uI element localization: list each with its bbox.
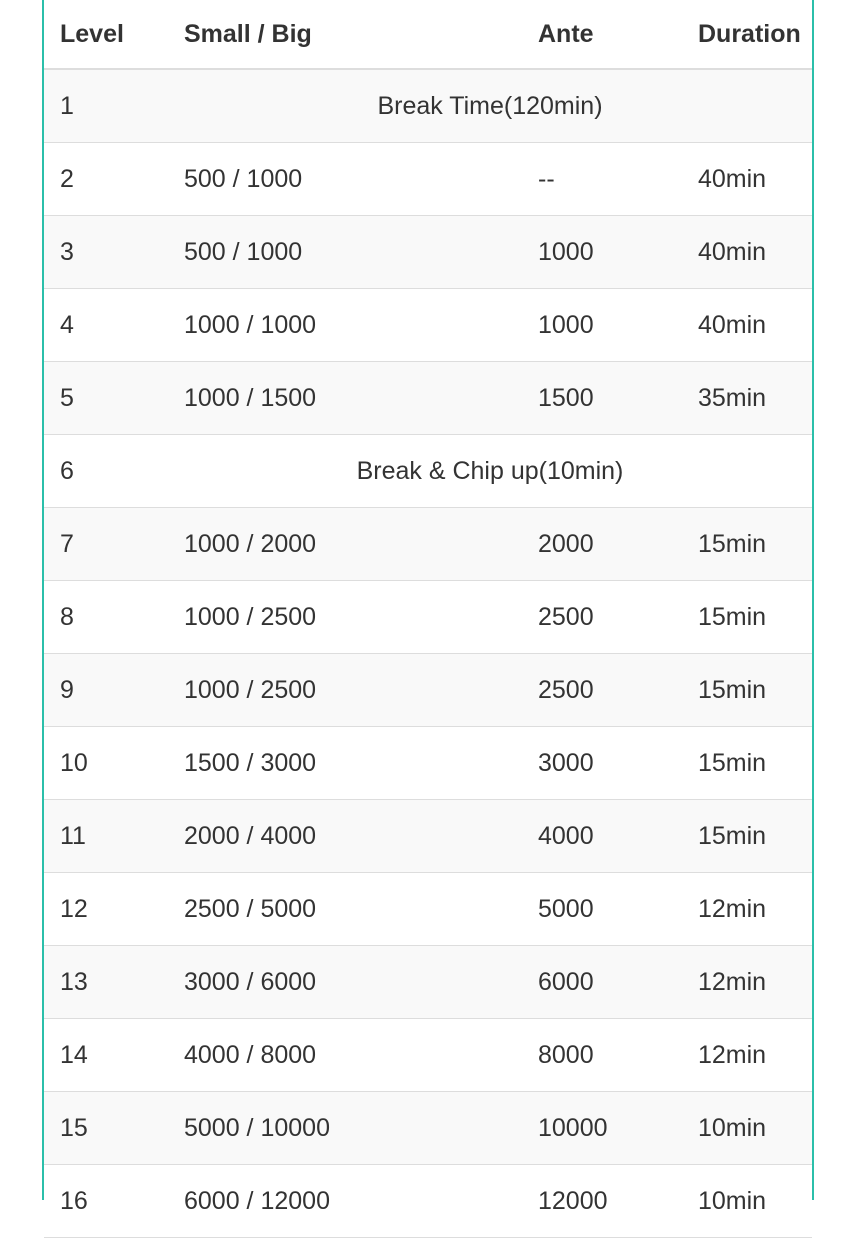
cell-level: 11 xyxy=(44,800,168,873)
cell-duration: 10min xyxy=(636,1165,812,1238)
table-row xyxy=(44,873,812,946)
cell-ante: 2000 xyxy=(476,508,636,581)
table-row xyxy=(44,654,812,727)
cell-level: 2 xyxy=(44,143,168,216)
cell-level: 4 xyxy=(44,289,168,362)
cell-ante: 2500 xyxy=(476,581,636,654)
table-row xyxy=(44,1165,812,1238)
cell-duration: 12min xyxy=(636,946,812,1019)
table-row-break xyxy=(44,69,812,143)
cell-duration: 12min xyxy=(636,1019,812,1092)
cell-ante: -- xyxy=(476,143,636,216)
cell-level: 14 xyxy=(44,1019,168,1092)
cell-duration: 15min xyxy=(636,508,812,581)
cell-ante: 2500 xyxy=(476,654,636,727)
cell-ante: 8000 xyxy=(476,1019,636,1092)
cell-ante: 5000 xyxy=(476,873,636,946)
cell-small-big: 1000 / 1500 xyxy=(168,362,476,435)
cell-small-big: 4000 / 8000 xyxy=(168,1019,476,1092)
cell-small-big: 6000 / 12000 xyxy=(168,1165,476,1238)
cell-duration: 40min xyxy=(636,143,812,216)
cell-break-text: Break & Chip up(10min) xyxy=(168,435,812,508)
cell-duration: 35min xyxy=(636,362,812,435)
cell-small-big: 2000 / 4000 xyxy=(168,800,476,873)
table-row xyxy=(44,581,812,654)
cell-level: 13 xyxy=(44,946,168,1019)
column-header-ante: Ante xyxy=(476,0,636,69)
column-header-small-big: Small / Big xyxy=(168,0,476,69)
table-row xyxy=(44,727,812,800)
table-row xyxy=(44,508,812,581)
table-row xyxy=(44,362,812,435)
cell-ante: 1000 xyxy=(476,216,636,289)
cell-level: 9 xyxy=(44,654,168,727)
table-row xyxy=(44,946,812,1019)
cell-duration: 10min xyxy=(636,1092,812,1165)
cell-duration: 15min xyxy=(636,654,812,727)
cell-level: 7 xyxy=(44,508,168,581)
table-row-break xyxy=(44,435,812,508)
column-header-level: Level xyxy=(44,0,168,69)
cell-ante: 6000 xyxy=(476,946,636,1019)
table-header-row xyxy=(44,0,812,69)
cell-small-big: 1000 / 2500 xyxy=(168,581,476,654)
cell-level: 16 xyxy=(44,1165,168,1238)
cell-small-big: 2500 / 5000 xyxy=(168,873,476,946)
cell-small-big: 5000 / 10000 xyxy=(168,1092,476,1165)
cell-level: 1 xyxy=(44,69,168,143)
cell-small-big: 3000 / 6000 xyxy=(168,946,476,1019)
blind-structure-table xyxy=(44,0,812,1238)
cell-level: 8 xyxy=(44,581,168,654)
cell-level: 6 xyxy=(44,435,168,508)
table-row xyxy=(44,800,812,873)
cell-duration: 40min xyxy=(636,216,812,289)
cell-ante: 12000 xyxy=(476,1165,636,1238)
cell-ante: 10000 xyxy=(476,1092,636,1165)
cell-small-big: 1000 / 2000 xyxy=(168,508,476,581)
cell-duration: 40min xyxy=(636,289,812,362)
cell-level: 3 xyxy=(44,216,168,289)
cell-level: 5 xyxy=(44,362,168,435)
cell-small-big: 500 / 1000 xyxy=(168,143,476,216)
table-row xyxy=(44,1019,812,1092)
blind-structure-panel xyxy=(42,0,814,1215)
cell-duration: 12min xyxy=(636,873,812,946)
table-row xyxy=(44,1092,812,1165)
cell-ante: 3000 xyxy=(476,727,636,800)
cell-small-big: 500 / 1000 xyxy=(168,216,476,289)
cell-ante: 4000 xyxy=(476,800,636,873)
table-row xyxy=(44,216,812,289)
cell-duration: 15min xyxy=(636,800,812,873)
cell-ante: 1500 xyxy=(476,362,636,435)
cell-level: 15 xyxy=(44,1092,168,1165)
cell-duration: 15min xyxy=(636,727,812,800)
cell-break-text: Break Time(120min) xyxy=(168,69,812,143)
cell-ante: 1000 xyxy=(476,289,636,362)
table-row xyxy=(44,289,812,362)
cell-level: 12 xyxy=(44,873,168,946)
cell-level: 10 xyxy=(44,727,168,800)
cell-duration: 15min xyxy=(636,581,812,654)
cell-small-big: 1000 / 2500 xyxy=(168,654,476,727)
cell-small-big: 1500 / 3000 xyxy=(168,727,476,800)
column-header-duration: Duration xyxy=(636,0,812,69)
table-body xyxy=(44,69,812,1238)
cell-small-big: 1000 / 1000 xyxy=(168,289,476,362)
table-row xyxy=(44,143,812,216)
